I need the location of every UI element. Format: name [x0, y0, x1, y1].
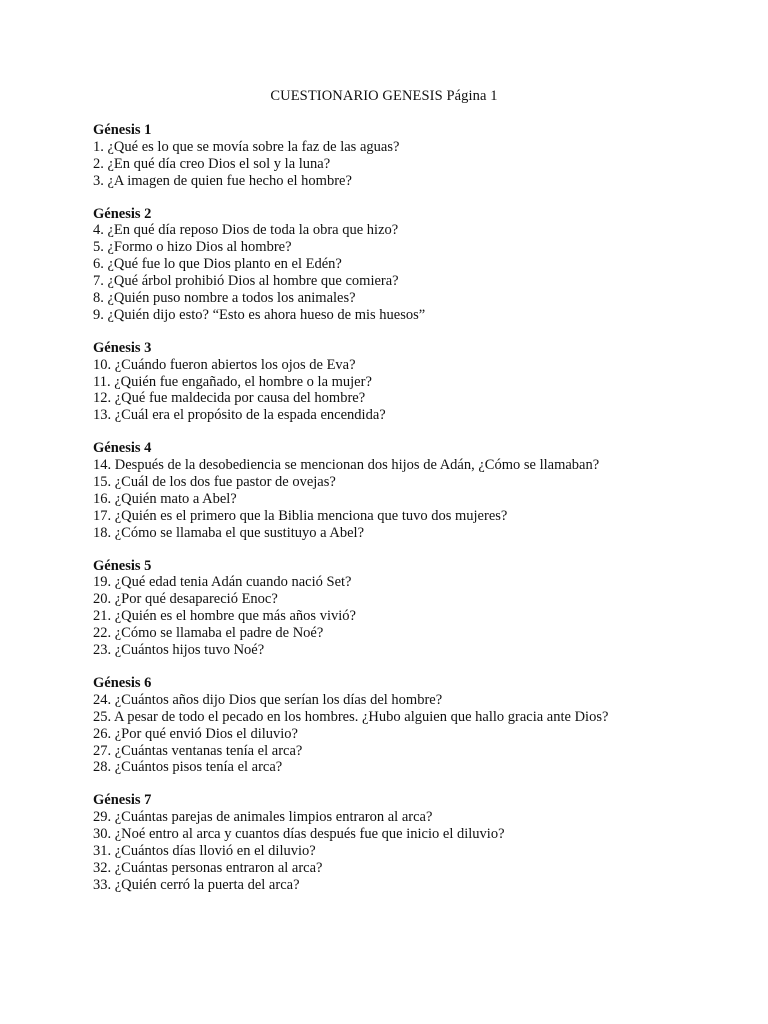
question-item: 1. ¿Qué es lo que se movía sobre la faz de las aguas? — [93, 138, 400, 155]
section-genesis-7 — [93, 792, 713, 893]
question-item: 24. ¿Cuántos años dijo Dios que serían los días del hombre? — [93, 691, 443, 708]
question-item: 21. ¿Quién es el hombre que más años vivió? — [93, 608, 356, 625]
question-item: 16. ¿Quién mato a Abel? — [93, 490, 237, 507]
section-heading: Génesis 7 — [93, 792, 152, 809]
question-item: 9. ¿Quién dijo esto? “Esto es ahora hueso de mis huesos” — [93, 306, 426, 323]
question-item: 25. A pesar de todo el pecado en los hombres. ¿Hubo alguien que hallo gracia ante Dios? — [93, 708, 609, 725]
question-item: 26. ¿Por qué envió Dios el diluvio? — [93, 725, 298, 742]
question-item: 8. ¿Quién puso nombre a todos los animales? — [93, 290, 356, 307]
section-heading: Génesis 1 — [93, 122, 152, 138]
section-genesis-6 — [93, 675, 713, 776]
question-item: 4. ¿En qué día reposo Dios de toda la obra que hizo? — [93, 222, 399, 239]
question-item: 30. ¿Noé entro al arca y cuantos días después fue que inicio el diluvio? — [93, 826, 505, 843]
question-item: 12. ¿Qué fue maldecida por causa del hombre? — [93, 390, 366, 407]
section-heading: Génesis 6 — [93, 674, 152, 691]
section-genesis-4 — [93, 440, 713, 541]
question-item: 6. ¿Qué fue lo que Dios planto en el Edén? — [93, 256, 342, 273]
question-item: 27. ¿Cuántas ventanas tenía el arca? — [93, 742, 303, 759]
questionnaire-body — [93, 122, 713, 910]
question-item: 28. ¿Cuántos pisos tenía el arca? — [93, 759, 283, 776]
question-item: 5. ¿Formo o hizo Dios al hombre? — [93, 239, 292, 256]
question-item: 10. ¿Cuándo fueron abiertos los ojos de Eva? — [93, 356, 356, 373]
question-item: 23. ¿Cuántos hijos tuvo Noé? — [93, 642, 265, 659]
question-item: 18. ¿Cómo se llamaba el que sustituyo a Abel? — [93, 524, 365, 541]
question-item: 29. ¿Cuántas parejas de animales limpios entraron al arca? — [93, 809, 433, 826]
section-genesis-3 — [93, 340, 713, 424]
question-item: 32. ¿Cuántas personas entraron al arca? — [93, 859, 323, 876]
question-item: 33. ¿Quién cerró la puerta del arca? — [93, 876, 300, 893]
question-item: 22. ¿Cómo se llamaba el padre de Noé? — [93, 625, 324, 642]
page-title: CUESTIONARIO GENESIS Página 1 — [270, 88, 498, 104]
question-item: 11. ¿Quién fue engañado, el hombre o la mujer? — [93, 373, 372, 390]
question-item: 13. ¿Cuál era el propósito de la espada encendida? — [93, 407, 386, 424]
section-heading: Génesis 2 — [93, 205, 152, 222]
question-item: 7. ¿Qué árbol prohibió Dios al hombre que comiera? — [93, 273, 399, 290]
question-item: 15. ¿Cuál de los dos fue pastor de ovejas? — [93, 474, 336, 491]
question-item: 2. ¿En qué día creo Dios el sol y la luna? — [93, 155, 331, 172]
question-item: 14. Después de la desobediencia se mencionan dos hijos de Adán, ¿Cómo se llamaban? — [93, 457, 600, 474]
section-heading: Génesis 3 — [93, 339, 152, 356]
section-heading: Génesis 4 — [93, 440, 152, 457]
section-genesis-1 — [93, 122, 713, 190]
question-item: 17. ¿Quién es el primero que la Biblia menciona que tuvo dos mujeres? — [93, 507, 508, 524]
section-genesis-2 — [93, 206, 713, 324]
question-item: 3. ¿A imagen de quien fue hecho el hombre? — [93, 172, 352, 189]
question-item: 20. ¿Por qué desapareció Enoc? — [93, 591, 278, 608]
section-genesis-5 — [93, 558, 713, 659]
question-item: 19. ¿Qué edad tenia Adán cuando nació Set? — [93, 574, 352, 591]
question-item: 31. ¿Cuántos días llovió en el diluvio? — [93, 842, 316, 859]
section-heading: Génesis 5 — [93, 557, 152, 574]
